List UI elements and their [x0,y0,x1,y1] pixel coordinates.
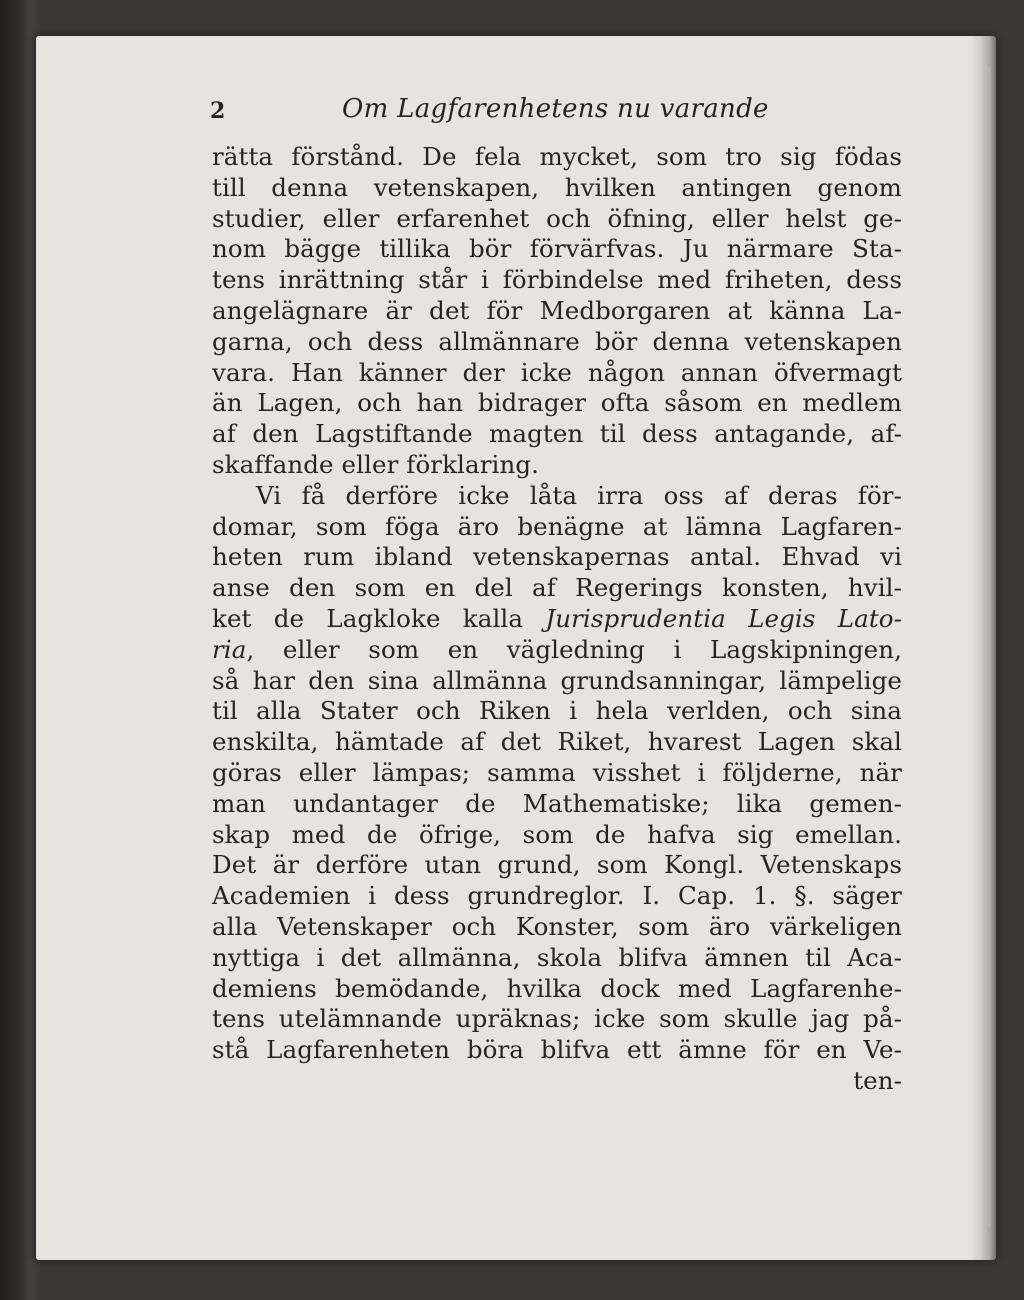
text-line-with-latin [212,604,902,635]
text-line: demiens bemödande, hvilka dock med Lagfarenhe- [212,973,902,1003]
text-line: af den Lagstiftande magten til dess antagande, af- [212,419,902,449]
text-line: enskilta, hämtade af det Riket, hvarest Lagen skal [212,727,902,757]
text-line: rätta förstånd. De fela mycket, som tro sig födas [212,142,902,171]
running-head [176,90,816,130]
text-line: än Lagen, och han bidrager ofta såsom en medlem [212,388,902,418]
page-number: 2 [210,98,226,124]
text-line: garna, och dess allmännare bör denna vetenskapen [212,326,902,356]
paragraph-start-line: Vi få derföre icke låta irra oss af deras för- [256,480,902,510]
text-line: angelägnare är det för Medborgaren at känna La- [212,295,902,325]
text-line: man undantager de Mathematiske; lika gemen- [212,788,902,818]
text-line: alla Vetenskaper och Konster, som äro värkeligen [212,911,902,941]
text-line: nom bägge tillika bör förvärfvas. Ju närmare Sta- [212,234,902,264]
text-line: tens utelämnande upräknas; icke som skulle jag på- [212,1004,902,1034]
page-gutter-shadow [970,36,996,1260]
text-span: , eller som en vägledning i Lagskipningen, [246,634,902,664]
text-line-with-latin [212,635,902,666]
paragraph-end-line: skaffande eller förklaring. [212,449,540,479]
text-line: nyttiga i det allmänna, skola blifva ämnen til Aca- [212,942,902,972]
latin-term: Jurisprudentia Legis Lato- [545,603,902,633]
text-span: ket de Lagkloke kalla [212,603,546,633]
latin-term: ria [212,634,247,664]
text-line: skap med de öfrige, som de hafva sig emellan. [212,819,902,849]
running-title: Om Lagfarenhetens nu varande [342,94,769,124]
text-line: Det är derföre utan grund, som Kongl. Vetenskaps [212,850,902,880]
text-line: tens inrättning står i förbindelse med friheten, dess [212,265,902,295]
text-line: studier, eller erfarenhet och öfning, eller helst ge- [212,203,902,233]
text-line: stå Lagfarenheten böra blifva ett ämne för en Ve- [212,1035,902,1065]
text-line: till denna vetenskapen, hvilken antingen genom [212,172,902,202]
text-line: vara. Han känner der icke någon annan öfvermagt [212,357,902,387]
text-line: anse den som en del af Regerings konsten, hvil- [212,573,902,603]
text-line: domar, som föga äro benägne at lämna Lagfaren- [212,511,902,541]
body-text [212,142,902,1097]
text-line: så har den sina allmänna grundsanningar, lämpelige [212,665,902,695]
text-line: til alla Stater och Riken i hela verlden, och sina [212,696,902,726]
catchword: ten- [853,1065,902,1095]
text-line: göras eller lämpas; samma visshet i följderne, när [212,757,902,787]
text-line: heten rum ibland vetenskapernas antal. Ehvad vi [212,542,902,572]
text-line: Academien i dess grundreglor. I. Cap. 1. §. säger [212,881,902,911]
next-leaf-edge [988,66,990,1226]
